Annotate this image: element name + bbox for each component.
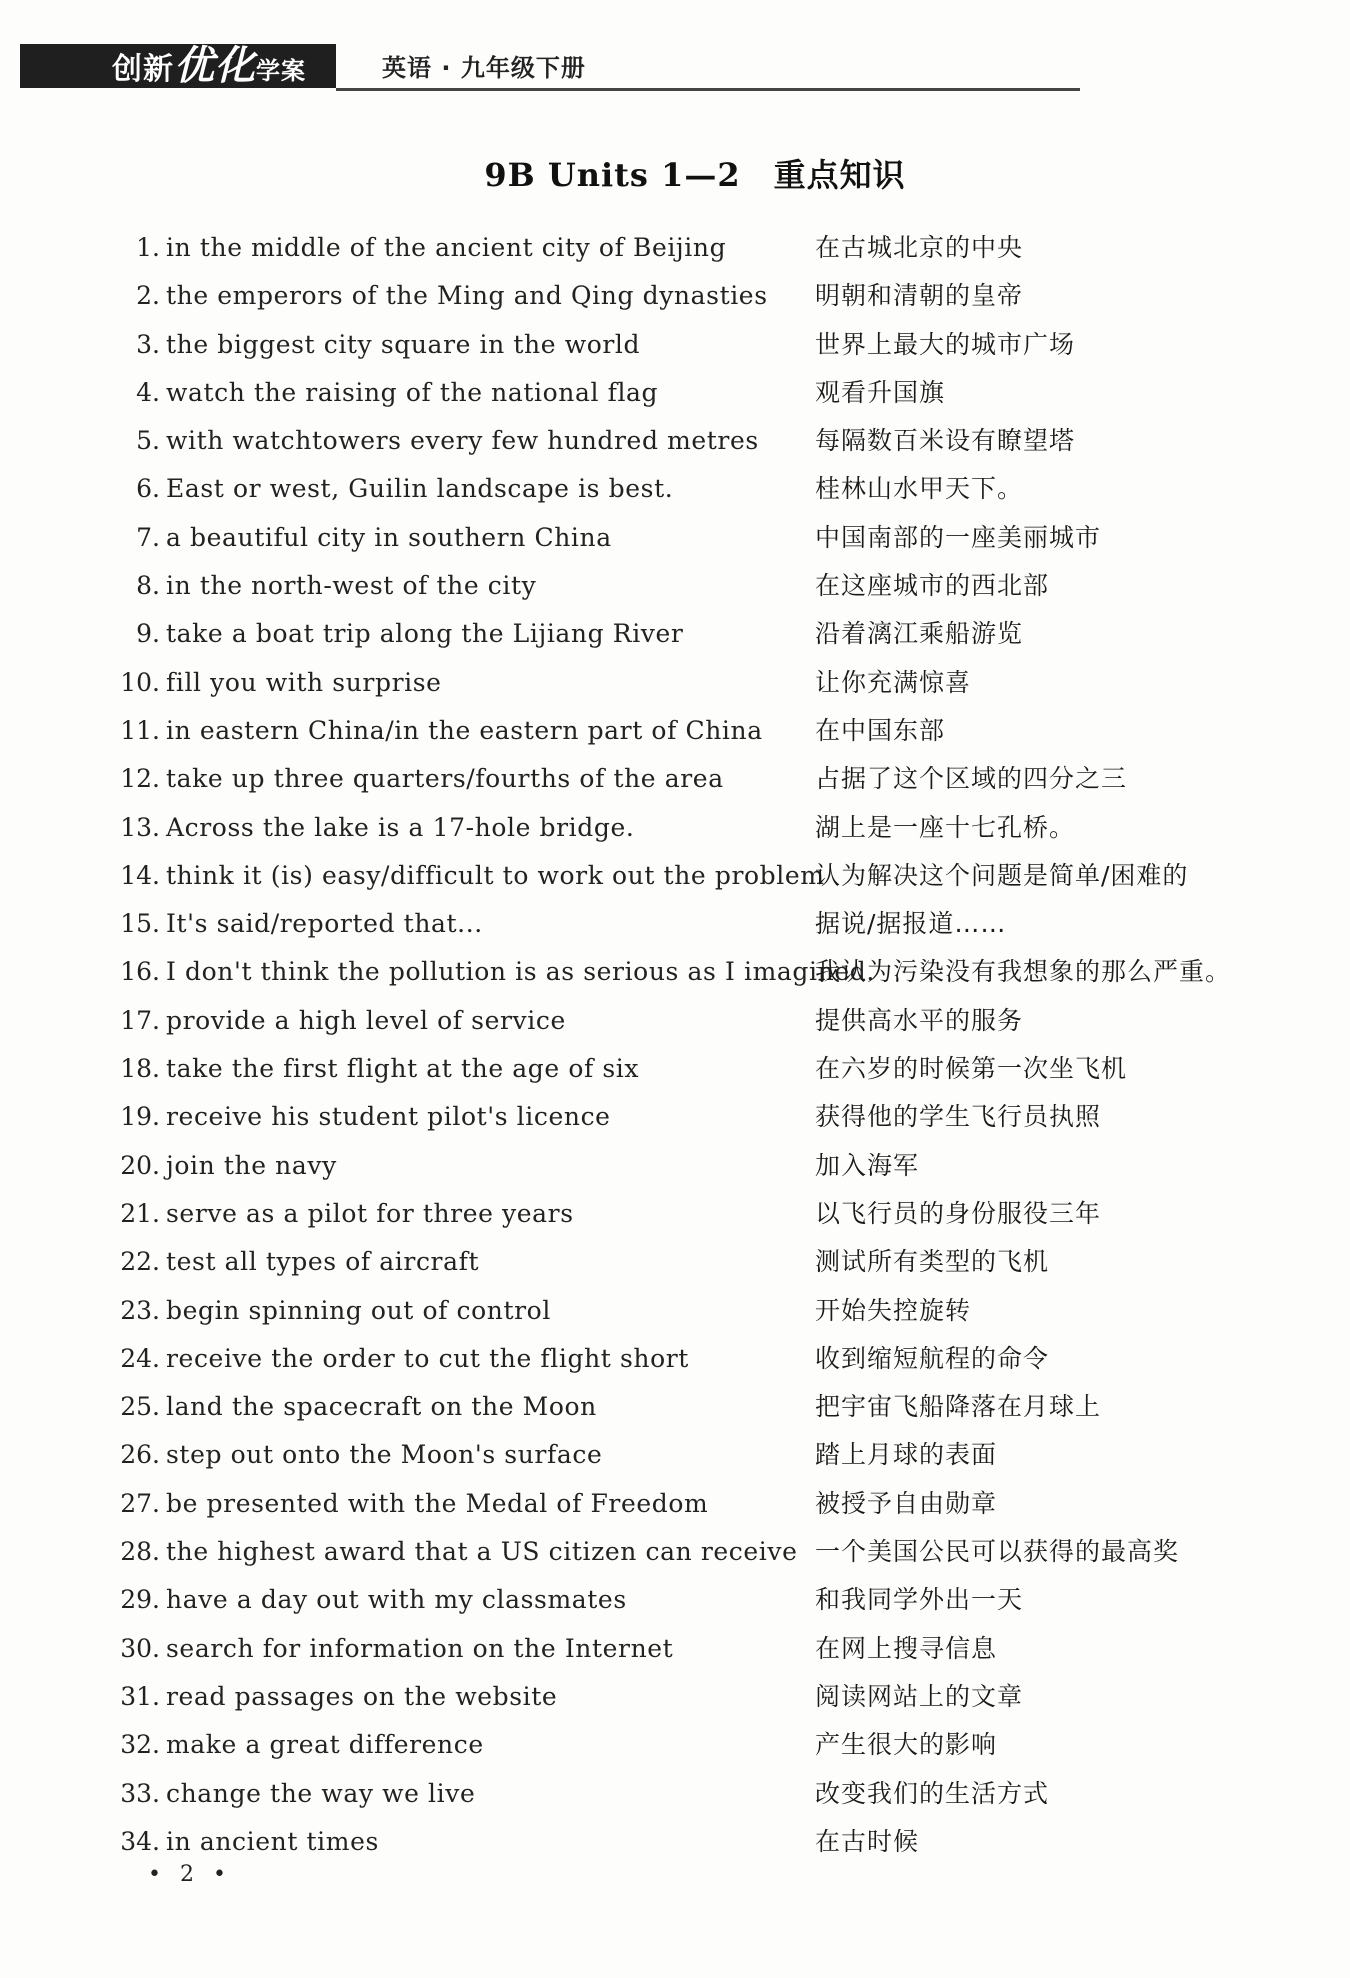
phrase-english: read passages on the website — [166, 1681, 558, 1711]
phrase-english: change the way we live — [166, 1778, 476, 1808]
phrase-item — [0, 1673, 1350, 1721]
phrase-item — [0, 852, 1350, 900]
phrase-item — [0, 948, 1350, 996]
phrase-english: test all types of aircraft — [166, 1247, 480, 1277]
phrase-item — [0, 707, 1350, 755]
phrase-english: think it (is) easy/difficult to work out the problem — [166, 860, 825, 890]
phrase-english: the biggest city square in the world — [166, 329, 641, 359]
phrase-chinese: 每隔数百米设有瞭望塔 — [815, 426, 1076, 456]
phrase-english: provide a high level of service — [166, 1005, 566, 1035]
phrase-item — [0, 1431, 1350, 1479]
page-title: 9B Units 1—2 重点知识 — [484, 156, 906, 194]
phrase-chinese: 湖上是一座十七孔桥。 — [815, 812, 1076, 842]
phrase-number: 19. — [120, 1102, 160, 1132]
phrase-chinese: 产生很大的影响 — [815, 1730, 998, 1760]
phrase-item — [0, 1383, 1350, 1431]
phrase-item — [0, 755, 1350, 803]
phrase-number: 17. — [120, 1005, 160, 1035]
phrase-english: in ancient times — [166, 1826, 379, 1856]
phrase-number: 12. — [120, 764, 160, 794]
phrase-chinese: 阅读网站上的文章 — [815, 1681, 1024, 1711]
phrase-english: Across the lake is a 17-hole bridge. — [166, 812, 635, 842]
phrase-number: 29. — [120, 1585, 160, 1615]
phrase-english: take a boat trip along the Lijiang River — [166, 619, 684, 649]
phrase-number: 9. — [136, 619, 160, 649]
phrase-english: be presented with the Medal of Freedom — [166, 1488, 709, 1518]
phrase-english: It's said/reported that... — [166, 909, 483, 939]
phrase-english: land the spacecraft on the Moon — [166, 1392, 597, 1422]
phrase-number: 23. — [120, 1295, 160, 1325]
phrase-number: 16. — [120, 957, 160, 987]
phrase-number: 33. — [120, 1778, 160, 1808]
phrase-english: watch the raising of the national flag — [166, 377, 659, 407]
phrase-item — [0, 900, 1350, 948]
phrase-english: the emperors of the Ming and Qing dynasties — [166, 281, 768, 311]
phrase-english: in the middle of the ancient city of Beijing — [166, 233, 727, 262]
phrase-chinese: 收到缩短航程的命令 — [815, 1343, 1050, 1373]
phrase-number: 26. — [120, 1440, 160, 1470]
phrase-item — [0, 659, 1350, 707]
phrase-english: begin spinning out of control — [166, 1295, 551, 1325]
phrase-chinese: 加入海军 — [815, 1150, 920, 1180]
phrase-item — [0, 224, 1350, 272]
phrase-number: 30. — [120, 1633, 160, 1663]
phrase-item — [0, 610, 1350, 658]
phrase-item — [0, 514, 1350, 562]
phrase-item — [0, 1335, 1350, 1383]
phrase-number: 15. — [120, 909, 160, 939]
phrase-number: 11. — [120, 715, 160, 745]
phrase-chinese: 获得他的学生飞行员执照 — [815, 1102, 1102, 1132]
phrase-english: I don't think the pollution is as serious as I imagined. — [166, 957, 875, 987]
phrase-chinese: 和我同学外出一天 — [815, 1585, 1024, 1615]
phrase-chinese: 沿着漓江乘船游览 — [815, 619, 1024, 649]
phrase-chinese: 被授予自由勋章 — [815, 1488, 998, 1518]
brand-part-2: 优化 — [174, 43, 256, 89]
phrase-chinese: 在古城北京的中央 — [815, 233, 1024, 262]
phrase-chinese: 把宇宙飞船降落在月球上 — [815, 1392, 1102, 1422]
phrase-number: 14. — [120, 860, 160, 890]
phrase-english: the highest award that a US citizen can receive — [166, 1537, 798, 1567]
phrase-chinese: 占据了这个区域的四分之三 — [815, 764, 1128, 794]
phrase-chinese: 在这座城市的西北部 — [815, 571, 1050, 601]
phrase-number: 31. — [120, 1681, 160, 1711]
phrase-item — [0, 1576, 1350, 1624]
page-number: • 2 • — [148, 1862, 232, 1887]
phrase-english: in eastern China/in the eastern part of China — [166, 715, 763, 745]
phrase-chinese: 桂林山水甲天下。 — [815, 474, 1024, 504]
phrase-english: search for information on the Internet — [166, 1633, 674, 1663]
phrase-item — [0, 1721, 1350, 1769]
phrase-item — [0, 1528, 1350, 1576]
phrase-english: receive the order to cut the flight short — [166, 1343, 689, 1373]
phrase-item — [0, 997, 1350, 1045]
phrase-english: take the first flight at the age of six — [166, 1054, 640, 1084]
phrase-english: with watchtowers every few hundred metres — [166, 426, 759, 456]
phrase-english: make a great difference — [166, 1730, 484, 1760]
phrase-item — [0, 562, 1350, 610]
phrase-number: 8. — [136, 571, 160, 601]
phrase-number: 28. — [120, 1537, 160, 1567]
brand-part-1: 创新 — [112, 52, 174, 87]
phrase-chinese: 提供高水平的服务 — [815, 1005, 1024, 1035]
phrase-item — [0, 804, 1350, 852]
phrase-number: 21. — [120, 1198, 160, 1228]
phrase-number: 3. — [136, 329, 160, 359]
phrase-item — [0, 1190, 1350, 1238]
phrase-english: take up three quarters/fourths of the area — [166, 764, 724, 794]
phrase-english: a beautiful city in southern China — [166, 522, 612, 552]
phrase-chinese: 在古时候 — [815, 1826, 920, 1856]
phrase-chinese: 据说/据报道…… — [815, 909, 1007, 939]
phrase-english: have a day out with my classmates — [166, 1585, 627, 1615]
phrase-item — [0, 1287, 1350, 1335]
phrase-item — [0, 1093, 1350, 1141]
phrase-chinese: 测试所有类型的飞机 — [815, 1247, 1050, 1277]
book-title: 英语 · 九年级下册 — [382, 54, 586, 82]
phrase-number: 7. — [136, 522, 160, 552]
phrase-item — [0, 465, 1350, 513]
phrase-number: 32. — [120, 1730, 160, 1760]
phrase-list — [0, 224, 1350, 1866]
phrase-chinese: 观看升国旗 — [815, 377, 946, 407]
phrase-english: receive his student pilot's licence — [166, 1102, 611, 1132]
page-header — [20, 44, 1080, 92]
phrase-item — [0, 417, 1350, 465]
phrase-chinese: 开始失控旋转 — [815, 1295, 972, 1325]
phrase-item — [0, 1625, 1350, 1673]
phrase-number: 34. — [120, 1826, 160, 1856]
phrase-number: 1. — [136, 233, 160, 262]
brand-logo — [20, 44, 336, 88]
phrase-english: serve as a pilot for three years — [166, 1198, 574, 1228]
phrase-number: 6. — [136, 474, 160, 504]
phrase-number: 13. — [120, 812, 160, 842]
brand-part-3: 学案 — [256, 57, 306, 85]
phrase-number: 27. — [120, 1488, 160, 1518]
phrase-english: join the navy — [166, 1150, 337, 1180]
phrase-chinese: 世界上最大的城市广场 — [815, 329, 1076, 359]
phrase-item — [0, 272, 1350, 320]
phrase-english: in the north-west of the city — [166, 571, 537, 601]
phrase-chinese: 改变我们的生活方式 — [815, 1778, 1050, 1808]
phrase-chinese: 以飞行员的身份服役三年 — [815, 1198, 1102, 1228]
phrase-chinese: 我认为污染没有我想象的那么严重。 — [815, 957, 1232, 987]
phrase-chinese: 明朝和清朝的皇帝 — [815, 281, 1024, 311]
phrase-chinese: 在网上搜寻信息 — [815, 1633, 998, 1663]
phrase-item — [0, 1770, 1350, 1818]
phrase-chinese: 一个美国公民可以获得的最高奖 — [815, 1537, 1180, 1567]
phrase-item — [0, 1238, 1350, 1286]
phrase-number: 4. — [136, 377, 160, 407]
phrase-item — [0, 369, 1350, 417]
phrase-number: 5. — [136, 426, 160, 456]
phrase-chinese: 踏上月球的表面 — [815, 1440, 998, 1470]
phrase-number: 24. — [120, 1343, 160, 1373]
phrase-chinese: 让你充满惊喜 — [815, 667, 972, 697]
phrase-chinese: 中国南部的一座美丽城市 — [815, 522, 1102, 552]
phrase-item — [0, 1142, 1350, 1190]
phrase-number: 22. — [120, 1247, 160, 1277]
phrase-chinese: 在六岁的时候第一次坐飞机 — [815, 1054, 1128, 1084]
phrase-item — [0, 1480, 1350, 1528]
phrase-item — [0, 1818, 1350, 1866]
phrase-number: 20. — [120, 1150, 160, 1180]
phrase-item — [0, 321, 1350, 369]
phrase-number: 10. — [120, 667, 160, 697]
phrase-english: step out onto the Moon's surface — [166, 1440, 603, 1470]
phrase-english: East or west, Guilin landscape is best. — [166, 474, 674, 504]
phrase-number: 18. — [120, 1054, 160, 1084]
phrase-english: fill you with surprise — [166, 667, 442, 697]
phrase-chinese: 在中国东部 — [815, 715, 946, 745]
phrase-item — [0, 1045, 1350, 1093]
phrase-number: 2. — [136, 281, 160, 311]
phrase-chinese: 认为解决这个问题是简单/困难的 — [815, 860, 1189, 890]
phrase-number: 25. — [120, 1392, 160, 1422]
header-divider — [336, 88, 1080, 91]
